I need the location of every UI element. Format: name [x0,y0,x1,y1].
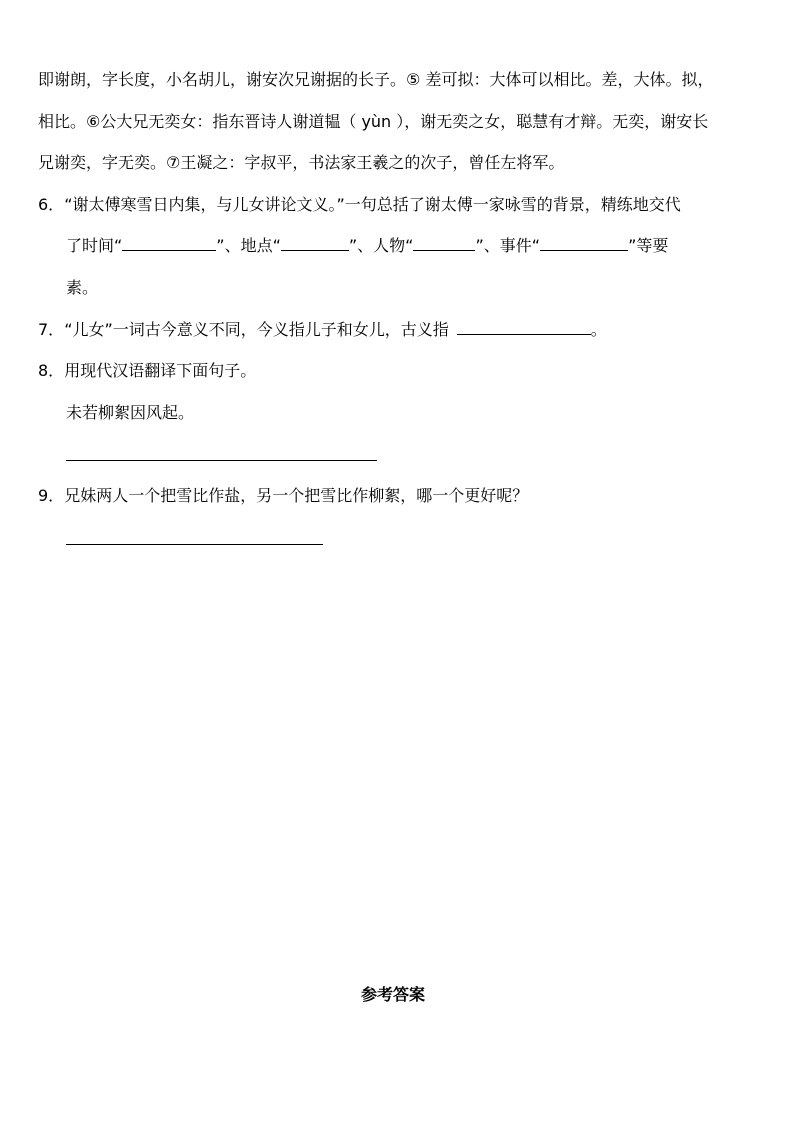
question-number: 9． [38,486,65,505]
note-line-1 [38,70,713,90]
question-number: 7． [38,320,65,339]
q7-line [38,320,607,340]
event-answer-blank[interactable] [540,236,628,251]
question-text: 了时间“ [66,236,123,255]
note-line-2 [38,112,708,132]
time-answer-blank[interactable] [122,236,216,251]
answer-section-title: 参考答案 [361,985,426,1004]
question-text: “儿女”一词古今意义不同，今义指儿子和女儿，古义指 [64,320,449,339]
question-text: ”、地点“ [216,236,281,255]
question-text: ”等要 [628,236,669,255]
q6-line-3 [66,278,98,298]
question-text: ”、事件“ [475,236,541,255]
note-text: 差可拟：大体可以相比。差，大体。拟， [420,70,714,89]
q6-line-1 [38,195,681,215]
place-answer-blank[interactable] [281,236,349,251]
note-line-3 [38,153,564,173]
question-text: ”、人物“ [348,236,414,255]
ancient-meaning-blank[interactable] [457,320,591,335]
question-text: “谢太傅寒雪日内集，与儿女讲论文义。”一句总括了谢太傅一家咏雪的背景，精练地交代 [64,195,681,214]
translation-answer-line[interactable] [66,460,377,461]
question-number: 8． [38,361,65,380]
q8-sentence [66,403,194,423]
q6-line-2 [66,236,668,256]
people-answer-blank[interactable] [413,236,475,251]
note-text: 相比。 [38,112,87,131]
note-text: 王凝之：字叔平，书法家王羲之的次子，曾任左将军。 [180,153,565,172]
circled-6: ⑥ [86,112,101,131]
question-number: 6． [38,195,65,214]
note-text: 兄谢奕，字无奕。 [38,153,167,172]
circled-7: ⑦ [166,153,181,172]
question-text: 素。 [66,278,99,297]
question-text: 兄妹两人一个把雪比作盐，另一个把雪比作柳絮，哪一个更好呢？ [64,486,529,505]
question-text: 用现代汉语翻译下面句子。 [64,361,257,380]
source-sentence: 未若柳絮因风起。 [66,403,195,422]
comparison-answer-line[interactable] [66,544,323,545]
question-text: 。 [590,320,607,339]
note-text: 公大兄无奕女：指东晋诗人谢道韫（ yùn ），谢无奕之女，聪慧有才辩。无奕，谢安长 [100,112,709,131]
circled-5: ⑤ [406,70,421,89]
q9-line [38,486,528,506]
note-text: 即谢朗，字长度，小名胡儿，谢安次兄谢据的长子。 [38,70,407,89]
q8-line [38,361,256,381]
